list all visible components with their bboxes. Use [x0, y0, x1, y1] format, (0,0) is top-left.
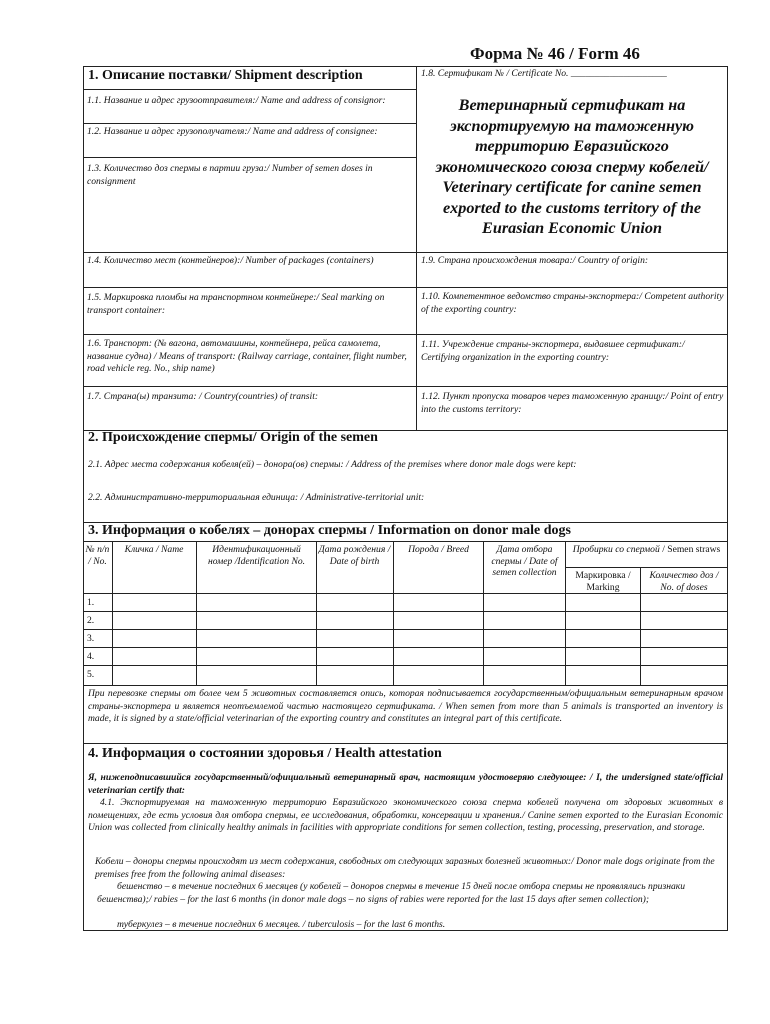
col-collection-header: Дата отбора спермы / Date of semen collection: [491, 544, 558, 578]
entry-point-field[interactable]: 1.12. Пункт пропуска товаров через таможенную границу:/ Point of entry into the customs territory:: [421, 391, 724, 415]
seal-marking-field[interactable]: 1.5. Маркировка пломбы на транспортном контейнере:/ Seal marking on transport container:: [87, 292, 385, 316]
row-number-2: 2.: [87, 615, 95, 626]
donors-origin: Кобели – доноры спермы происходят из мест содержания, свободных от следующих заразных болезней животных:/ Donor male dogs originate from the premises free from the following animal diseases:: [95, 856, 715, 880]
section1-heading: 1. Описание поставки/ Shipment description: [88, 68, 363, 83]
col-marking-header: Маркировка / Marking: [575, 570, 631, 593]
tuberculosis-clause: туберкулез – в течение последних 6 месяцев. / tuberculosis – for the last 6 months.: [117, 919, 446, 930]
col-name-header: Кличка / Name: [124, 544, 184, 555]
premises-address-field[interactable]: 2.1. Адрес места содержания кобеля(ей) – донора(ов) спермы: / Address of the premises where donor male dogs were kept:: [88, 459, 577, 470]
inventory-note: При перевозке спермы от более чем 5 животных составляется опись, которая подписывается государственным/официальным ветеринарным врачом страны-экспортера и является неотъемлемой частью настоящего сертификата. / When semen from more than 5 animals is transported an inventory is made, it is signed by a state/official veterinarian of the exporting country and constitutes an integral part of this certificate.: [88, 688, 723, 724]
col-straws-header: [567, 544, 726, 556]
attestation-4-1: 4.1. Экспортируемая на таможенную территорию Евразийского экономического союза сперма кобелей получена от здоровых животных в помещениях, где есть условия для отбора спермы, ее исследования, обработки, консервации и хранения./ Canine semen exported to the Eurasian Economic Union was collected from clinically healthy animals in facilities with appropriate conditions for semen collection, testing, processing, preservation, and storage.: [88, 797, 723, 834]
col-doses-header: Количество доз / No. of doses: [649, 570, 719, 593]
form-number: Форма № 46 / Form 46: [470, 44, 640, 63]
section2-heading: 2. Происхождение спермы/ Origin of the semen: [88, 430, 378, 445]
competent-authority-field[interactable]: 1.10. Компетентное ведомство страны-экспортера:/ Competent authority of the exporting country:: [421, 291, 724, 315]
certifying-org-field[interactable]: 1.11. Учреждение страны-экспортера, выдавшее сертификат:/ Certifying organization in the exporting country:: [421, 339, 685, 363]
packages-field[interactable]: 1.4. Количество мест (контейнеров):/ Number of packages (containers): [87, 255, 374, 266]
consignee-field[interactable]: 1.2. Название и адрес грузополучателя:/ Name and address of consignee:: [87, 126, 378, 137]
attestation-intro: Я, нижеподписавшийся государственный/официальный ветеринарный врач, настоящим удостоверяю следующее: / I, the undersigned state/official veterinarian certify that:: [88, 772, 723, 796]
row-number-5: 5.: [87, 669, 95, 680]
country-origin-field[interactable]: 1.9. Страна происхождения товара:/ Country of origin:: [421, 255, 649, 266]
row-number-4: 4.: [87, 651, 95, 662]
section4-heading: 4. Информация о состоянии здоровья / Health attestation: [88, 746, 442, 761]
col-straws-en: / Semen straws: [662, 544, 721, 555]
doses-field[interactable]: 1.3. Количество доз спермы в партии груза:/ Number of semen doses in consignment: [87, 163, 373, 187]
row-number-1: 1.: [87, 597, 95, 608]
consignor-field[interactable]: 1.1. Название и адрес грузоотправителя:/ Name and address of consignor:: [87, 95, 386, 106]
certificate-number-field[interactable]: 1.8. Сертификат № / Certificate No. ____________________: [421, 68, 667, 79]
section3-heading: 3. Информация о кобелях – донорах спермы / Information on donor male dogs: [88, 523, 571, 538]
transit-field[interactable]: 1.7. Страна(ы) транзита: / Country(countries) of transit:: [87, 391, 319, 402]
col-straws-ru: Пробирки со спермой: [572, 544, 660, 555]
row-number-3: 3.: [87, 633, 95, 644]
col-breed-header: Порода / Breed: [408, 544, 469, 555]
certificate-title: Ветеринарный сертификат на экспортируемую на таможенную территорию Евразийского экономического союза сперму кобелей/ Veterinary certificate for canine semen exported to the customs territory of the Eurasian Economic Union: [435, 96, 709, 237]
col-birth-header: Дата рождения / Date of birth: [318, 544, 391, 567]
rabies-clause: бешенство – в течение последних 6 месяцев (у кобелей – доноров спермы в течение 15 дней после отбора спермы не проявлялись признаки бешенства);/ rabies – for the last 6 months (in donor male dogs – no signs of rabies were reported for the last 15 days after semen collection);: [97, 881, 686, 905]
transport-field[interactable]: 1.6. Транспорт: (№ вагона, автомашины, контейнера, рейса самолета, название судна) / Means of transport: (Railway carriage, container, flight number, road vehicle reg. No., ship name): [87, 338, 407, 374]
col-id-header: Идентификационный номер /Identification No.: [207, 544, 306, 567]
admin-unit-field[interactable]: 2.2. Административно-территориальная единица: / Administrative-territorial unit:: [88, 492, 425, 503]
col-no-header: № п/п / No.: [85, 544, 110, 567]
